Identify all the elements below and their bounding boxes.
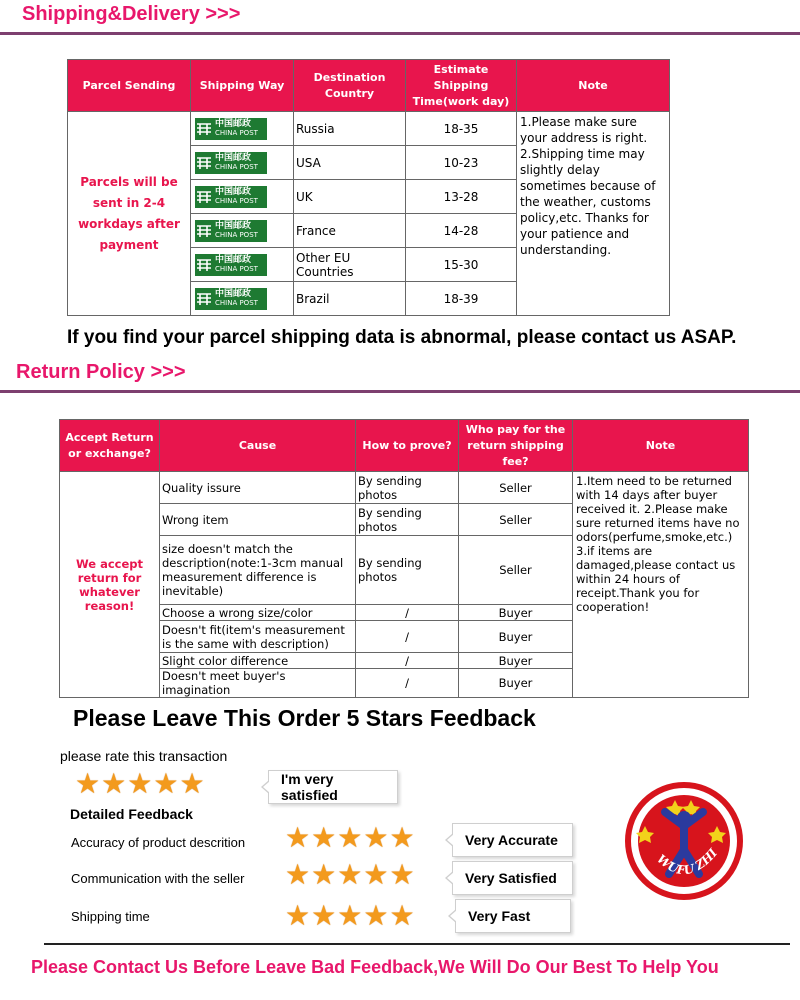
header-parcel-sending: Parcel Sending bbox=[68, 60, 191, 112]
cause-cell: Slight color difference bbox=[160, 653, 356, 669]
star-icon[interactable]: ★ bbox=[337, 858, 363, 891]
star-icon[interactable]: ★ bbox=[363, 821, 389, 854]
prove-cell: By sending photos bbox=[356, 472, 459, 504]
prove-cell: / bbox=[356, 605, 459, 621]
detailed-feedback-title: Detailed Feedback bbox=[70, 806, 193, 822]
star-icon[interactable]: ★ bbox=[389, 821, 415, 854]
return-section-title: Return Policy >>> bbox=[16, 361, 186, 383]
header-shipping-way: Shipping Way bbox=[191, 60, 294, 112]
china-post-logo: 中国邮政 CHINA POST bbox=[195, 288, 267, 310]
cause-cell: Doesn't fit(item's measurement is the same with description) bbox=[160, 621, 356, 653]
feedback-label-accuracy: Accuracy of product descrition bbox=[71, 835, 246, 850]
prove-cell: By sending photos bbox=[356, 536, 459, 605]
feedback-label-communication: Communication with the seller bbox=[71, 871, 245, 886]
shipping-header-row bbox=[68, 60, 670, 112]
star-icon[interactable]: ★ bbox=[389, 899, 415, 932]
header-note: Note bbox=[517, 60, 670, 112]
star-icon[interactable]: ★ bbox=[363, 858, 389, 891]
star-icon[interactable]: ★ bbox=[285, 899, 311, 932]
shipping-time-stars[interactable] bbox=[285, 899, 416, 932]
star-icon[interactable]: ★ bbox=[337, 899, 363, 932]
store-logo bbox=[625, 782, 743, 900]
feedback-title: Please Leave This Order 5 Stars Feedback bbox=[73, 705, 536, 731]
country-cell: UK bbox=[294, 180, 406, 214]
star-icon[interactable]: ★ bbox=[75, 767, 101, 800]
shipping-way-cell bbox=[191, 180, 294, 214]
rate-prompt: please rate this transaction bbox=[60, 748, 228, 764]
overall-stars[interactable] bbox=[75, 767, 206, 800]
post-icon bbox=[195, 222, 213, 240]
china-post-logo: 中国邮政 CHINA POST bbox=[195, 186, 267, 208]
post-icon bbox=[195, 290, 213, 308]
shipping-way-cell bbox=[191, 214, 294, 248]
star-icon[interactable]: ★ bbox=[153, 767, 179, 800]
communication-bubble: Very Satisfied bbox=[452, 861, 573, 895]
country-cell: Russia bbox=[294, 112, 406, 146]
logo-text: WUFU ZHI bbox=[654, 845, 721, 878]
star-icon[interactable]: ★ bbox=[389, 858, 415, 891]
cause-cell: Doesn't meet buyer's imagination bbox=[160, 669, 356, 698]
star-icon[interactable]: ★ bbox=[311, 821, 337, 854]
shipping-section-title: Shipping&Delivery >>> bbox=[22, 3, 241, 25]
return-table bbox=[59, 419, 749, 698]
header-cause: Cause bbox=[160, 420, 356, 472]
overall-bubble: I'm very satisfied bbox=[268, 770, 398, 804]
post-icon bbox=[195, 188, 213, 206]
contact-banner: Please Contact Us Before Leave Bad Feedback,We Will Do Our Best To Help You bbox=[31, 957, 719, 977]
shipping-note: 1.Please make sure your address is right. 2.Shipping time may slightly delay sometimes because of the weather, customs policy,etc. Thanks for your patience and understanding. bbox=[517, 112, 670, 316]
table-row bbox=[68, 112, 670, 146]
table-row bbox=[60, 472, 749, 504]
payer-cell: Buyer bbox=[459, 605, 573, 621]
shipping-notice: If you find your parcel shipping data is abnormal, please contact us ASAP. bbox=[67, 327, 737, 348]
section-divider bbox=[0, 390, 800, 393]
shipping-table bbox=[67, 59, 670, 316]
payer-cell: Buyer bbox=[459, 621, 573, 653]
prove-cell: / bbox=[356, 653, 459, 669]
star-icon[interactable]: ★ bbox=[363, 899, 389, 932]
china-post-logo: 中国邮政 CHINA POST bbox=[195, 152, 267, 174]
payer-cell: Seller bbox=[459, 536, 573, 605]
cause-cell: Wrong item bbox=[160, 504, 356, 536]
post-icon bbox=[195, 154, 213, 172]
header-accept: Accept Return or exchange? bbox=[60, 420, 160, 472]
prove-cell: / bbox=[356, 621, 459, 653]
cause-cell: Quality issure bbox=[160, 472, 356, 504]
star-icon[interactable]: ★ bbox=[337, 821, 363, 854]
time-cell: 14-28 bbox=[406, 214, 517, 248]
cause-cell: size doesn't match the description(note:1-3cm manual measurement difference is inevitable) bbox=[160, 536, 356, 605]
country-cell: USA bbox=[294, 146, 406, 180]
prove-cell: / bbox=[356, 669, 459, 698]
return-note: 1.Item need to be returned with 14 days after buyer received it. 2.Please make sure returned items have no odors(perfume,smoke,etc.) 3.if items are damaged,please contact us within 24 hours of receipt.Thank you for cooperation! bbox=[573, 472, 749, 698]
post-icon bbox=[195, 256, 213, 274]
post-icon bbox=[195, 120, 213, 138]
prove-cell: By sending photos bbox=[356, 504, 459, 536]
country-cell: France bbox=[294, 214, 406, 248]
time-cell: 18-35 bbox=[406, 112, 517, 146]
time-cell: 10-23 bbox=[406, 146, 517, 180]
accuracy-stars[interactable] bbox=[285, 821, 416, 854]
payer-cell: Seller bbox=[459, 472, 573, 504]
star-icon[interactable]: ★ bbox=[179, 767, 205, 800]
accept-text: We accept return for whatever reason! bbox=[60, 472, 160, 698]
star-icon[interactable]: ★ bbox=[311, 899, 337, 932]
star-icon[interactable]: ★ bbox=[101, 767, 127, 800]
header-note: Note bbox=[573, 420, 749, 472]
star-icon[interactable]: ★ bbox=[285, 821, 311, 854]
shipping-way-cell bbox=[191, 112, 294, 146]
china-post-logo: 中国邮政 CHINA POST bbox=[195, 118, 267, 140]
china-post-logo: 中国邮政 CHINA POST bbox=[195, 220, 267, 242]
header-payer: Who pay for the return shipping fee? bbox=[459, 420, 573, 472]
star-icon[interactable]: ★ bbox=[311, 858, 337, 891]
country-cell: Other EU Countries bbox=[294, 248, 406, 282]
header-shipping-time: Estimate Shipping Time(work day) bbox=[406, 60, 517, 112]
payer-cell: Buyer bbox=[459, 653, 573, 669]
china-post-logo: 中国邮政 CHINA POST bbox=[195, 254, 267, 276]
star-icon[interactable]: ★ bbox=[127, 767, 153, 800]
shipping-time-bubble: Very Fast bbox=[455, 899, 571, 933]
time-cell: 13-28 bbox=[406, 180, 517, 214]
section-divider bbox=[0, 32, 800, 35]
parcel-sending-text: Parcels will be sent in 2-4 workdays after payment bbox=[68, 112, 191, 316]
payer-cell: Seller bbox=[459, 504, 573, 536]
shipping-way-cell bbox=[191, 146, 294, 180]
header-prove: How to prove? bbox=[356, 420, 459, 472]
header-destination: Destination Country bbox=[294, 60, 406, 112]
country-cell: Brazil bbox=[294, 282, 406, 316]
star-icon[interactable]: ★ bbox=[285, 858, 311, 891]
feedback-label-shipping-time: Shipping time bbox=[71, 909, 150, 924]
shipping-way-cell bbox=[191, 248, 294, 282]
time-cell: 18-39 bbox=[406, 282, 517, 316]
accuracy-bubble: Very Accurate bbox=[452, 823, 573, 857]
time-cell: 15-30 bbox=[406, 248, 517, 282]
communication-stars[interactable] bbox=[285, 858, 416, 891]
return-header-row bbox=[60, 420, 749, 472]
payer-cell: Buyer bbox=[459, 669, 573, 698]
footer-divider bbox=[44, 943, 790, 945]
cause-cell: Choose a wrong size/color bbox=[160, 605, 356, 621]
shipping-way-cell bbox=[191, 282, 294, 316]
